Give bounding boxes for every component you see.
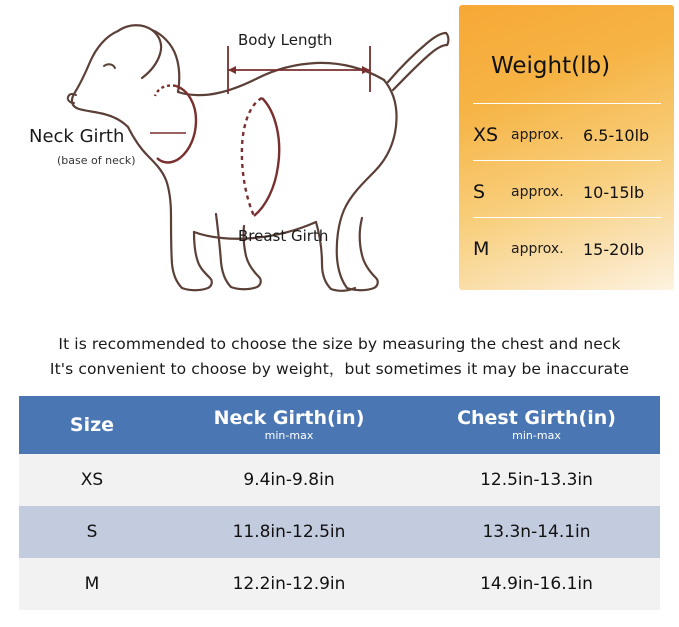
cell-neck: 12.2in-12.9in: [165, 558, 413, 610]
weight-row-value: 10-15lb: [583, 182, 645, 202]
cell-neck: 9.4in-9.8in: [165, 454, 413, 506]
weight-row: [473, 224, 661, 274]
weight-row-value: 6.5-10lb: [583, 125, 650, 145]
size-chart-table: [19, 396, 660, 610]
header-size: [19, 396, 165, 454]
weight-row: [473, 110, 661, 160]
cell-size: M: [19, 558, 165, 610]
weight-row-approx: approx.: [511, 127, 564, 143]
recommendation-note: [0, 332, 679, 382]
header-neck-main: Neck Girth(in): [213, 407, 365, 429]
header-chest-sub: min-max: [512, 429, 561, 442]
cell-size: S: [19, 506, 165, 558]
header-size-main: Size: [69, 414, 115, 436]
dog-outline-illustration: [0, 0, 460, 300]
table-header-row: [19, 396, 660, 454]
weight-row: [473, 167, 661, 217]
diagram-section: [0, 0, 679, 300]
weight-row-size: S: [473, 181, 486, 203]
weight-row-value: 15-20lb: [583, 239, 645, 259]
weight-row-size: M: [473, 238, 490, 260]
cell-neck: 11.8in-12.5in: [165, 506, 413, 558]
header-chest-girth: [413, 396, 660, 454]
label-neck-girth-sub: (base of neck): [57, 154, 136, 167]
weight-row-approx: approx.: [511, 184, 564, 200]
cell-chest: 14.9in-16.1in: [413, 558, 660, 610]
label-body-length: Body Length: [238, 31, 333, 49]
weight-divider: [473, 160, 661, 161]
table-row: [19, 454, 660, 506]
header-neck-girth: [165, 396, 413, 454]
weight-panel: [459, 5, 674, 290]
weight-divider: [473, 103, 661, 104]
cell-chest: 12.5in-13.3in: [413, 454, 660, 506]
table-row: [19, 558, 660, 610]
weight-panel-title: Weight(lb): [491, 53, 611, 79]
label-neck-girth: Neck Girth: [29, 126, 125, 147]
weight-divider: [473, 217, 661, 218]
weight-row-size: XS: [473, 124, 499, 146]
cell-size: XS: [19, 454, 165, 506]
header-neck-sub: min-max: [264, 429, 314, 442]
note-line-2: It's convenient to choose by weight，but sometimes it may be inaccurate: [49, 360, 630, 378]
weight-row-approx: approx.: [511, 241, 564, 257]
label-breast-girth: Breast Girth: [238, 227, 329, 245]
note-line-1: It is recommended to choose the size by measuring the chest and neck: [58, 335, 621, 353]
cell-chest: 13.3n-14.1in: [413, 506, 660, 558]
header-chest-main: Chest Girth(in): [457, 407, 616, 429]
table-row: [19, 506, 660, 558]
